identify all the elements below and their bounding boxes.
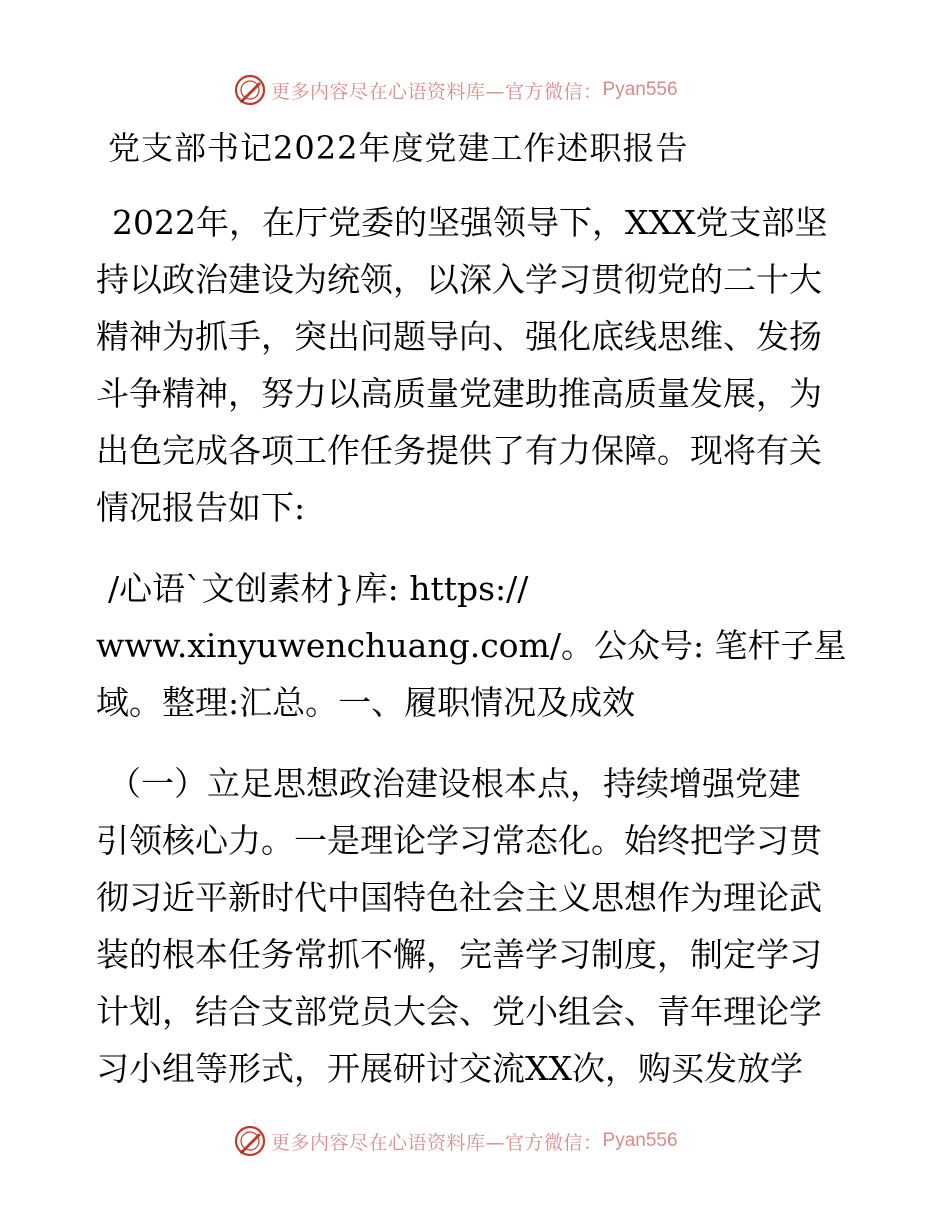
paragraph-line: 出色完成各项工作任务提供了有力保障。现将有关: [96, 431, 822, 470]
header-watermark: [233, 73, 678, 107]
footer-watermark: [233, 1124, 678, 1158]
paragraph-line: /心语`文创素材}库: https://: [108, 569, 529, 608]
pen-logo-icon: [233, 73, 267, 107]
paragraph-line: 习小组等形式，开展研讨交流XX次，购买发放学: [96, 1049, 803, 1088]
paragraph-line: 斗争精神，努力以高质量党建助推高质量发展，为: [96, 374, 822, 413]
paragraph-line: 引领核心力。一是理论学习常态化。始终把学习贯: [96, 821, 822, 860]
paragraph-line: 装的根本任务常抓不懈，完善学习制度，制定学习: [96, 935, 822, 974]
paragraph-line: 持以政治建设为统领，以深入学习贯彻党的二十大: [96, 260, 822, 299]
watermark-text: 更多内容尽在心语资料库—官方微信：: [271, 80, 603, 103]
paragraph-line: 域。整理:汇总。一、履职情况及成效: [96, 683, 636, 722]
paragraph-line: 2022年，在厅党委的坚强领导下，XXX党支部坚: [112, 203, 828, 242]
pen-logo-icon: [233, 1124, 267, 1158]
paragraph-line: www.xinyuwenchuang.com/。公众号: 笔杆子星: [96, 626, 847, 665]
paragraph-line: （一）立足思想政治建设根本点，持续增强党建: [108, 764, 801, 803]
paragraph-line: 精神为抓手，突出问题导向、强化底线思维、发扬: [96, 317, 822, 356]
paragraph-line: 情况报告如下:: [96, 488, 306, 527]
watermark-account: Pyan556: [602, 1130, 678, 1151]
paragraph-line: 彻习近平新时代中国特色社会主义思想作为理论武: [96, 878, 822, 917]
watermark-account: Pyan556: [602, 79, 678, 100]
document-title: 党支部书记2022年度党建工作述职报告: [108, 129, 689, 167]
paragraph-line: 计划，结合支部党员大会、党小组会、青年理论学: [96, 992, 822, 1031]
watermark-text: 更多内容尽在心语资料库—官方微信：: [271, 1131, 603, 1154]
